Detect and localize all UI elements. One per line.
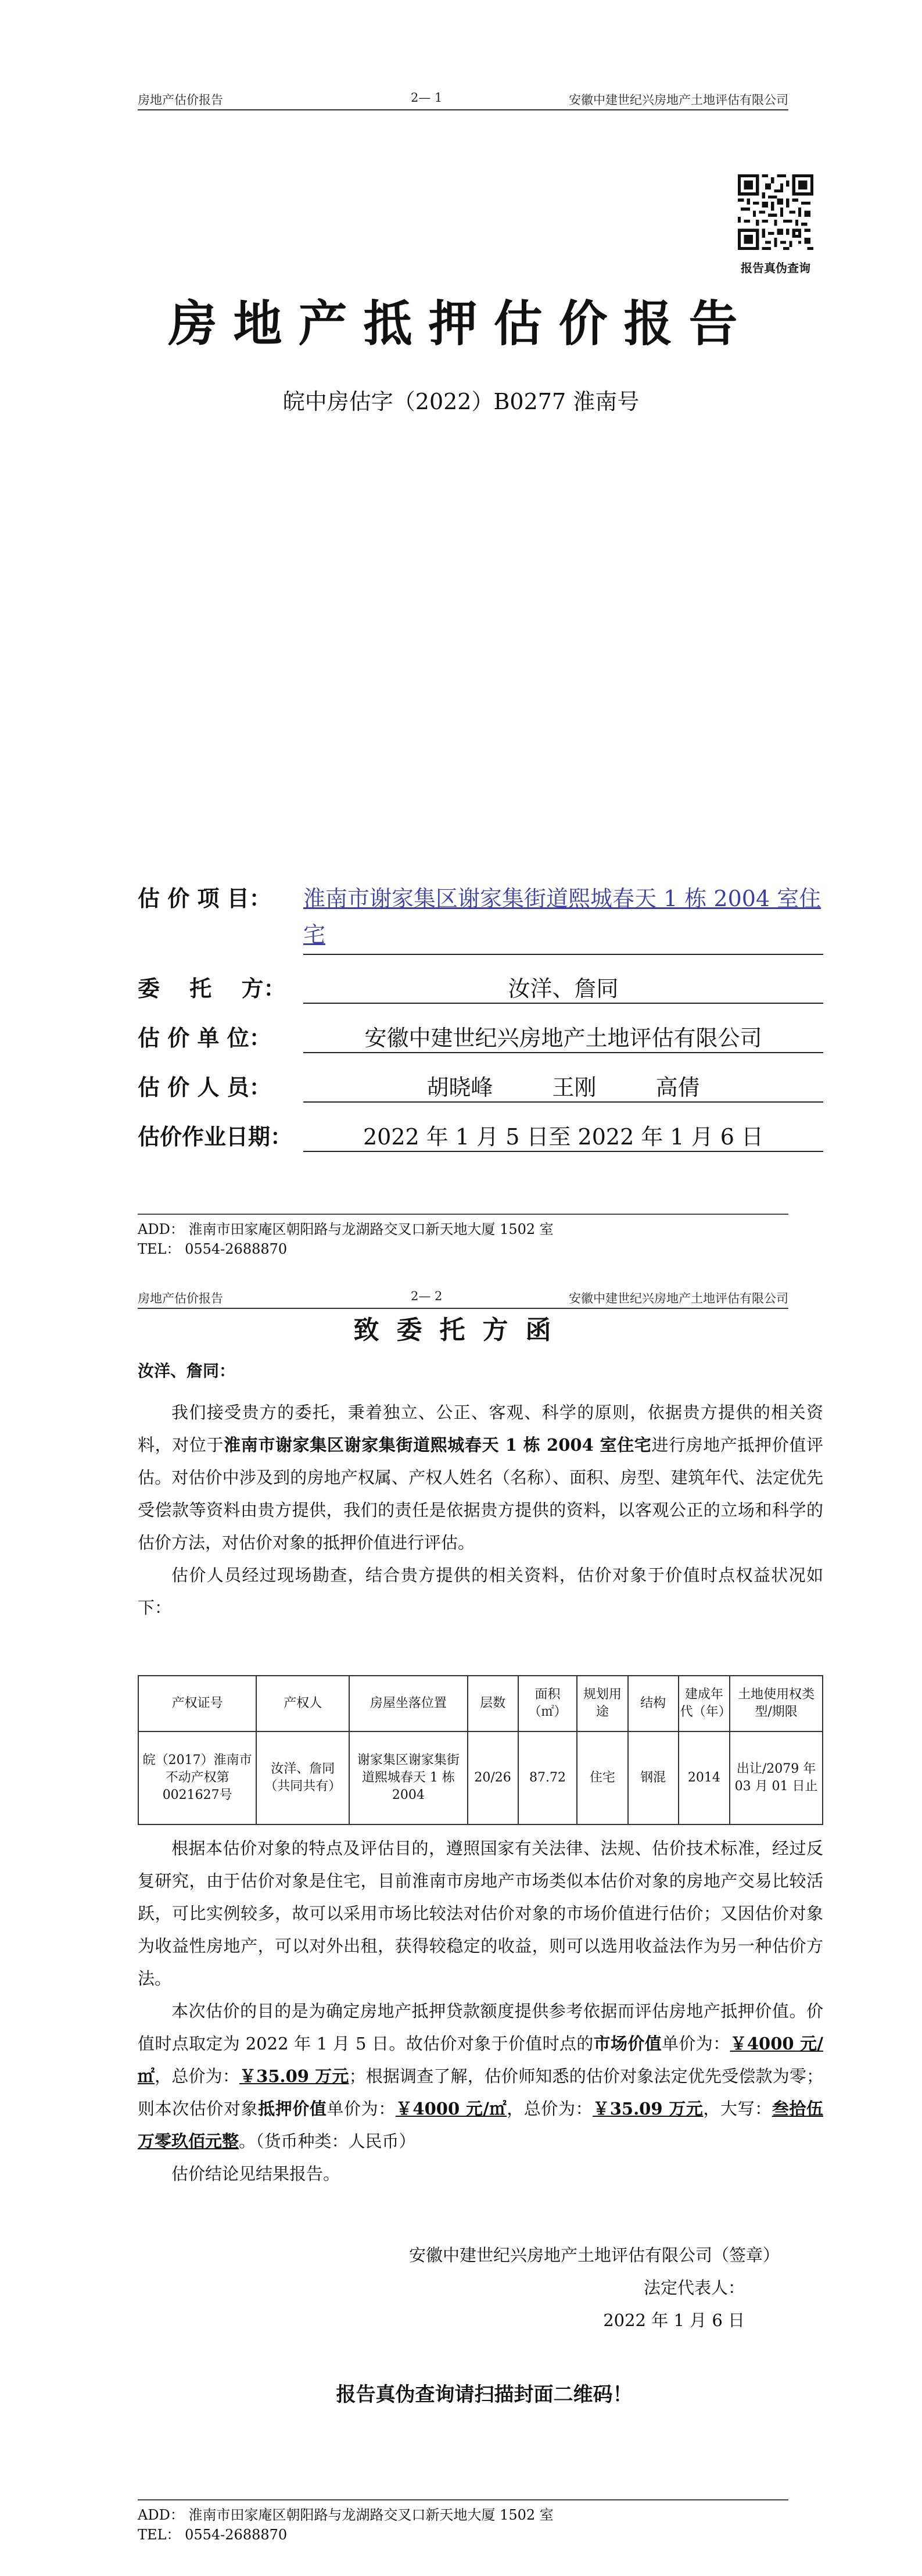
mortgage-unit-price: ￥4000 元/㎡ [395,2099,507,2119]
footer-tel: TEL： 0554-2688870 [138,2527,288,2543]
client-label: 委 托 方： [138,976,286,1001]
letter-intro [138,1396,823,1624]
column-header: 结构 [628,1676,679,1731]
cell-usage: 住宅 [577,1731,627,1824]
paragraph-conclusion: 本次估价的目的是为确定房地产抵押贷款额度提供参考依据而评估房地产抵押价值。价值时点取定为 2022 年 1 月 5 日。故估价对象于价值时点的市场价值单价为：￥4000 元/㎡，总价为：￥35.09 万元；根据调查了解，估价师知悉的估价对象法定优先受偿款为零；则本次估价对象抵押价值单价为：￥4000 元/㎡，总价为：￥35.09 万元，大写：叁拾伍万零玖佰元整。（货币种类：人民币） [138,2001,823,2151]
page-footer [138,1219,554,1259]
mortgage-value-label: 抵押价值 [258,2099,327,2119]
mortgage-total-price: ￥35.09 万元 [593,2099,704,2119]
letter-page [0,1286,922,2576]
cell-built-year: 2014 [679,1731,730,1824]
column-header: 面积（㎡） [518,1676,577,1731]
paragraph: 估价结论见结果报告。 [171,2164,340,2184]
cell-floors: 20/26 [468,1731,518,1824]
table-row [138,1731,823,1824]
cell-area: 87.72 [518,1731,577,1824]
qr-code-icon[interactable] [738,174,813,250]
signing-date: 2022 年 1 月 6 日 [603,2310,745,2330]
header-left: 房地产估价报告 [138,93,223,107]
project-value: 淮南市谢家集区谢家集街道熙城春天 1 栋 2004 室住宅 [303,886,821,947]
header-page-number: 2— 2 [411,1289,443,1303]
column-header: 土地使用权类型/期限 [730,1676,823,1731]
footer-address: ADD： 淮南市田家庵区朝阳路与龙湖路交叉口新天地大厦 1502 室 [138,2507,554,2523]
org-label: 估 价 单 位： [138,1025,271,1051]
staff-name: 胡晓峰 [426,1075,493,1100]
cell-structure: 钢混 [628,1731,679,1824]
cell-cert-no: 皖（2017）淮南市不动产权第0021627号 [138,1731,256,1824]
staff-name: 高倩 [655,1075,700,1100]
signature-block [409,2239,780,2337]
legal-representative: 法定代表人： [643,2278,745,2298]
amount-in-words: 叁拾伍万零玖佰元整 [138,2099,823,2151]
paragraph: 我们接受贵方的委托，秉着独立、公正、客观、科学的原则，依据贵方提供的相关资料，对位于淮南市谢家集区谢家集街道熙城春天 1 栋 2004 室住宅进行房地产抵押价值评估。对估价中涉及到的房地产权属、产权人姓名（名称）、面积、房型、建筑年代、法定优先受偿款等资料由贵方提供，我们的责任是依据贵方提供的资料，以客观公正的立场和科学的估价方法，对估价对象的抵押价值进行评估。 [138,1403,823,1552]
date-label: 估价作业日期： [138,1124,293,1150]
qr-caption: 报告真伪查询 [741,261,810,275]
org-value: 安徽中建世纪兴房地产土地评估有限公司 [303,1020,823,1053]
report-number: 皖中房估字（2022）B0277 淮南号 [282,389,640,414]
project-underline [303,954,823,955]
market-unit-price: ￥4000 元/㎡ [138,2034,823,2086]
info-project-row [138,881,823,962]
paragraph: 估价人员经过现场勘查，结合贵方提供的相关资料，估价对象于价值时点权益状况如下： [138,1565,823,1618]
header-company: 安徽中建世纪兴房地产土地评估有限公司 [569,1291,788,1305]
column-header: 建成年代（年） [679,1676,730,1731]
paragraph: 根据本估价对象的特点及评估目的，遵照国家有关法律、法规、估价技术标准，经过反复研究，由于估价对象是住宅，目前淮南市房地产市场类似本估价对象的房地产交易比较活跃，可比实例较多，故可以采用市场比较法对估价对象的市场价值进行估价；又因估价对象为收益性房地产，可以对外出租，获得较稳定的收益，则可以选用收益法作为另一种估价方法。 [138,1838,823,1988]
page-footer [138,2505,554,2545]
column-header: 产权证号 [138,1676,256,1731]
column-header: 房屋坐落位置 [349,1676,467,1731]
project-label: 估 价 项 目： [138,886,271,911]
cell-location: 谢家集区谢家集街道熙城春天 1 栋 2004 [349,1731,467,1824]
footer-divider [138,2499,788,2500]
column-header: 层数 [468,1676,518,1731]
cell-land-right: 出让/2079 年03 月 01 日止 [730,1731,823,1824]
cover-page [0,0,922,1286]
staff-label: 估 价 人 员： [138,1075,271,1100]
column-header: 规划用途 [577,1676,627,1731]
header-left: 房地产估价报告 [138,1291,223,1305]
footer-divider [138,1214,788,1215]
header-page-number: 2— 1 [411,91,443,105]
page-header [138,1286,788,1309]
letter-title: 致委托方函 [353,1315,569,1345]
market-total-price: ￥35.09 万元 [239,2066,349,2086]
signing-company: 安徽中建世纪兴房地产土地评估有限公司（签章） [408,2245,780,2265]
salutation: 汝洋、詹同： [138,1361,236,1380]
cell-owner: 汝洋、詹同（共同共有） [256,1731,349,1824]
header-company: 安徽中建世纪兴房地产土地评估有限公司 [569,93,788,107]
column-header: 产权人 [256,1676,349,1731]
valuation-object: 淮南市谢家集区谢家集街道熙城春天 1 栋 2004 室住宅 [224,1435,652,1455]
report-title: 房地产抵押估价报告 [168,295,754,352]
client-value: 汝洋、詹同 [303,971,823,1004]
staff-value [303,1069,823,1103]
verification-note: 报告真伪查询请扫描封面二维码！ [336,2383,633,2406]
property-rights-table [138,1675,823,1825]
footer-address: ADD： 淮南市田家庵区朝阳路与龙湖路交叉口新天地大厦 1502 室 [138,1221,554,1237]
page-header [138,87,788,110]
market-value-label: 市场价值 [593,2034,662,2053]
footer-tel: TEL： 0554-2688870 [138,1241,288,1257]
staff-name: 王刚 [552,1075,597,1100]
table-header-row [138,1676,823,1731]
date-value: 2022 年 1 月 5 日至 2022 年 1 月 6 日 [303,1119,823,1152]
letter-body [138,1832,823,2190]
